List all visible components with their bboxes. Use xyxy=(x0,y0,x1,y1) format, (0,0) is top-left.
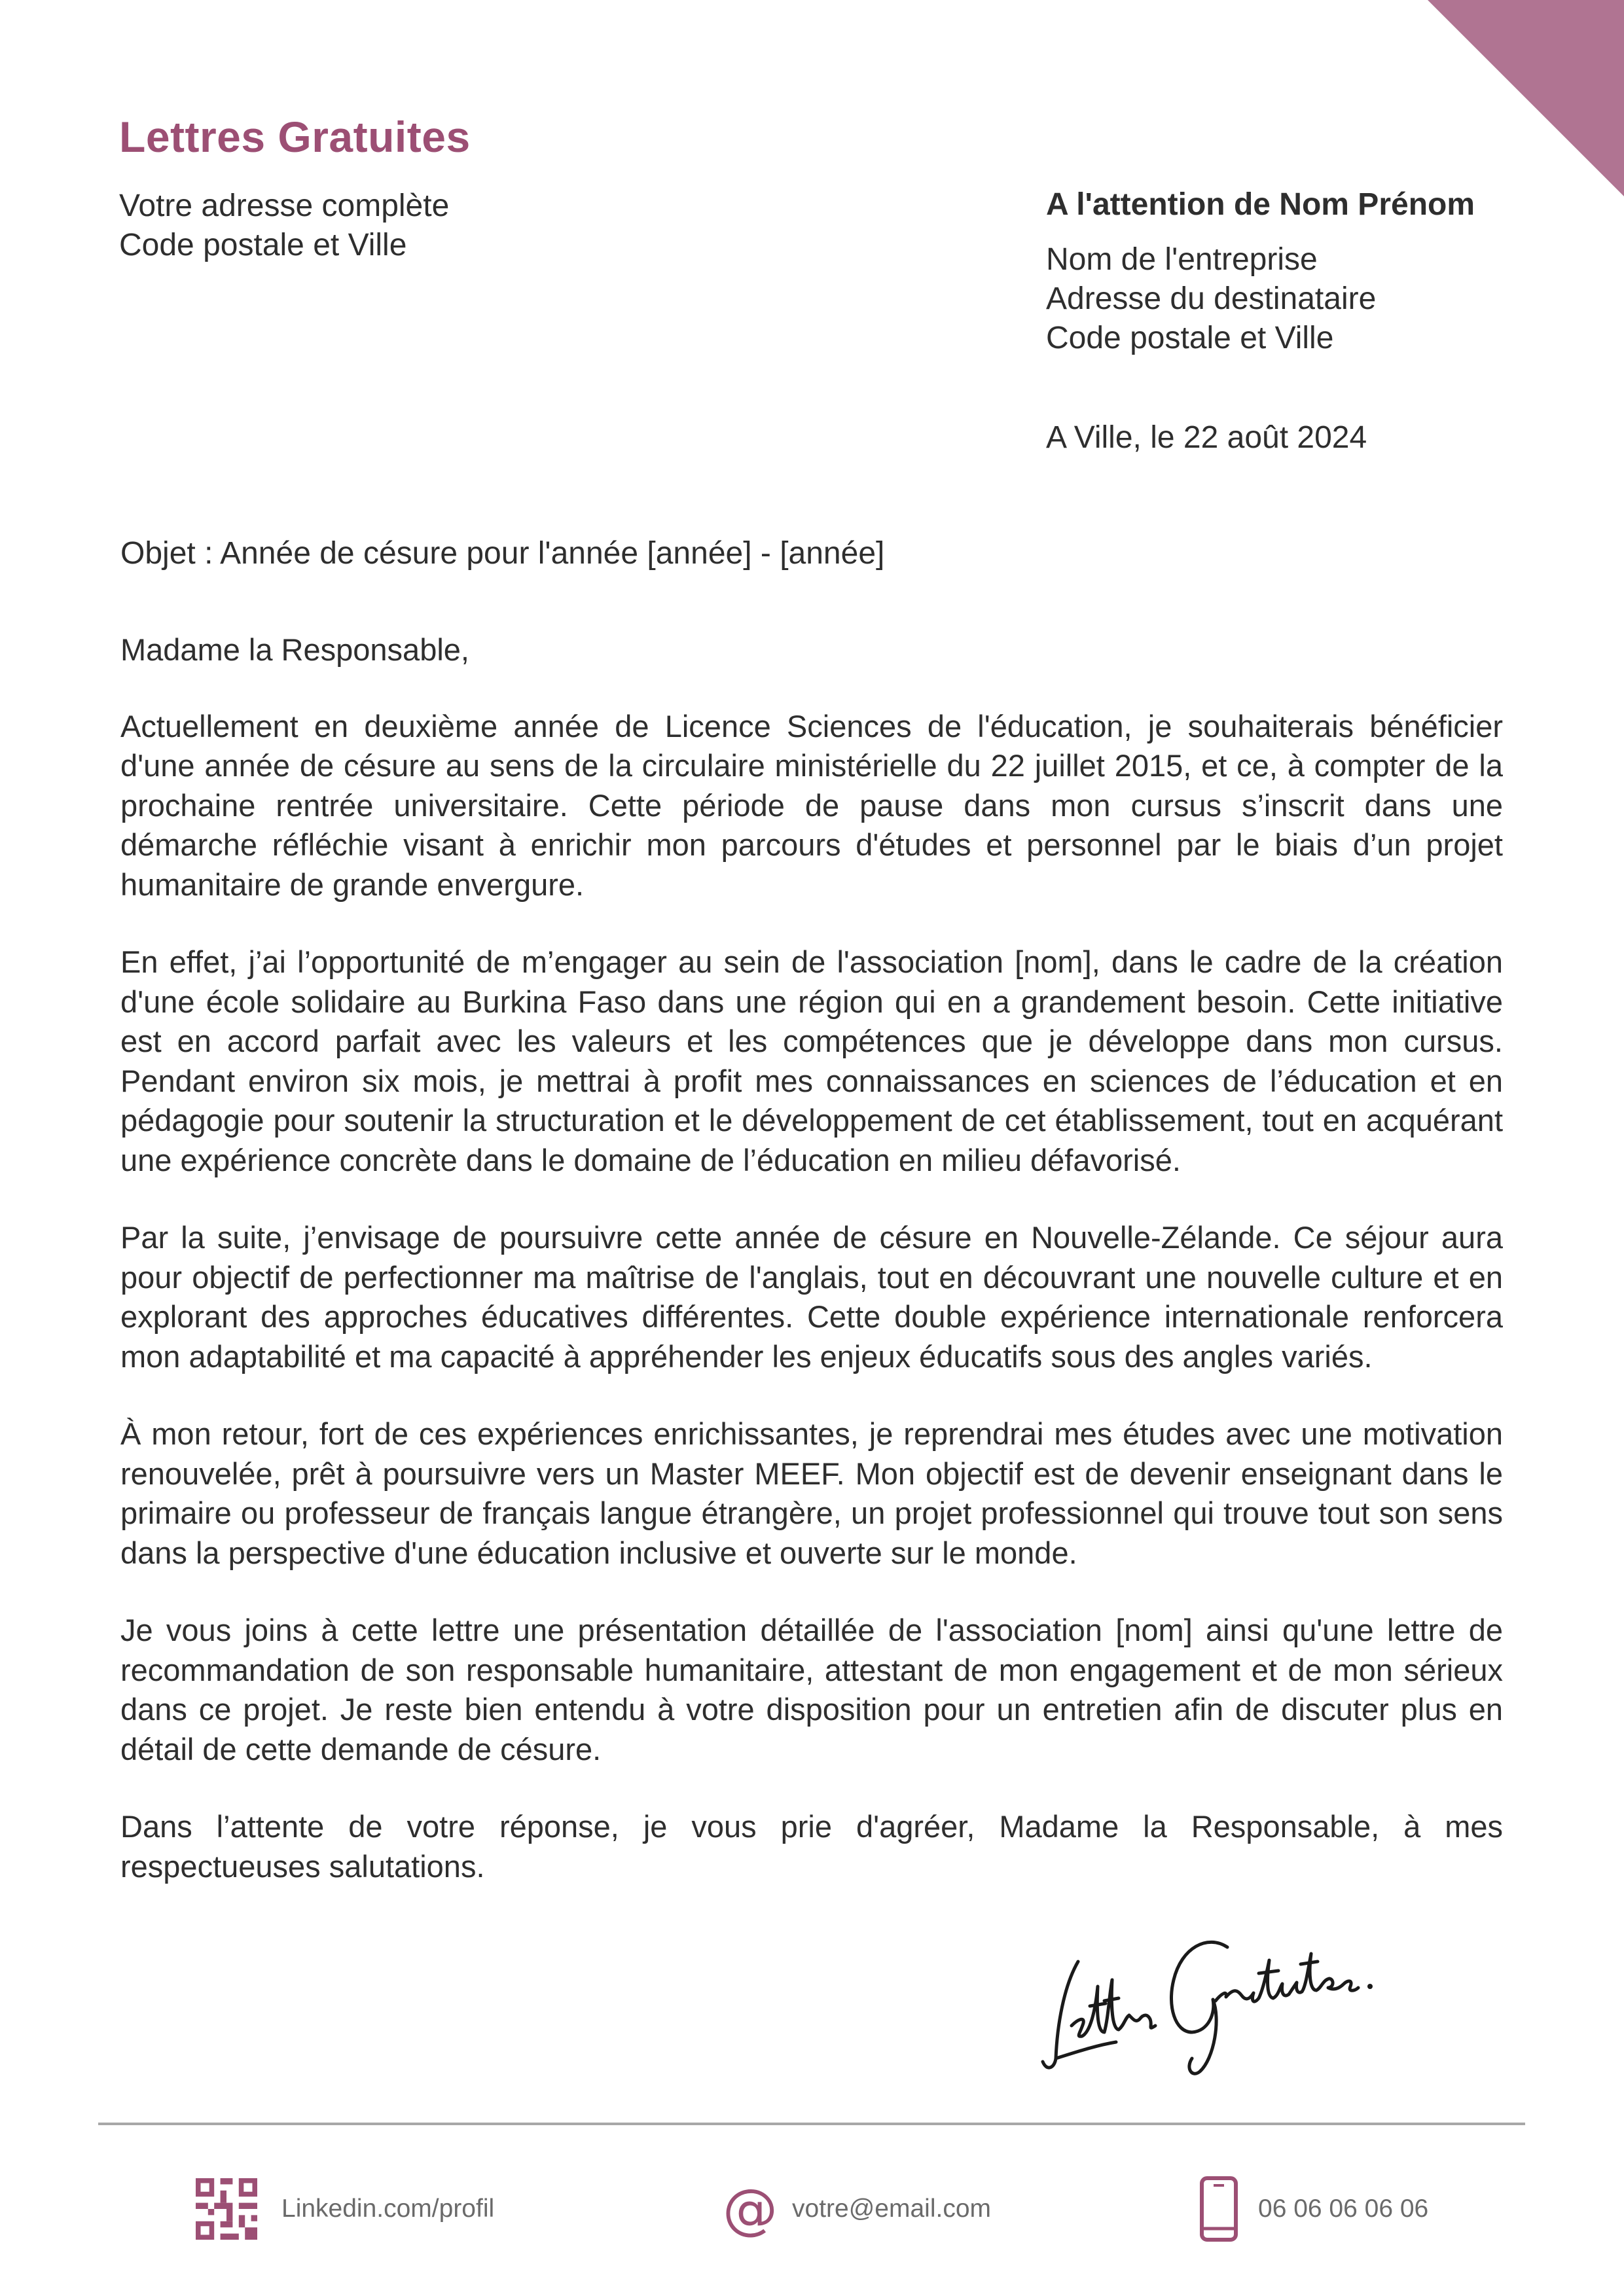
letter-body xyxy=(120,630,1503,1924)
at-sign-icon: @ xyxy=(723,2177,778,2241)
signature-dot xyxy=(1367,1984,1373,1989)
footer-phone[interactable] xyxy=(1186,2173,1428,2245)
recipient-attention: A l'attention de Nom Prénom xyxy=(1046,187,1475,222)
brand-title: Lettres Gratuites xyxy=(119,113,471,161)
closing-paragraph: Dans l’attente de votre réponse, je vous prie d'agréer, Madame la Responsable, à mes respectueuses salutations. xyxy=(120,1809,1503,1884)
email-link[interactable]: votre@email.com xyxy=(792,2195,992,2223)
footer-divider xyxy=(98,2123,1525,2125)
body-paragraph: En effet, j’ai l’opportunité de m’engager au sein de l'association [nom], dans le cadre de la création d'une école solidaire au Burkina Faso dans une région qui en a grandement besoin. Cette initiative est en accord parfait avec les valeurs et les compétences que je développe dans mon cursus. Pendant environ six mois, je mettrai à profit mes connaissances en sciences de l’éducation et en pédagogie pour soutenir la structuration et le développement de cet établissement, tout en acquérant une expérience concrète dans le domaine de l’éducation en milieu défavorisé. xyxy=(120,944,1503,1177)
sender-address xyxy=(119,187,449,265)
recipient-company: Nom de l'entreprise xyxy=(1046,242,1318,277)
letter-date: A Ville, le 22 août 2024 xyxy=(1046,420,1367,455)
body-paragraph: Je vous joins à cette lettre une présentation détaillée de l'association [nom] ainsi qu'une lettre de recommandation de son responsable humanitaire, attestant de mon engagement et de mon sérieux dans ce projet. Je reste bien entendu à votre disposition pour un entretien afin de discuter plus en détail de cette demande de césure. xyxy=(120,1613,1503,1767)
body-paragraph: À mon retour, fort de ces expériences enrichissantes, je reprendrai mes études avec une motivation renouvelée, prêt à poursuivre vers un Master MEEF. Mon objectif est de devenir enseignant dans le primaire ou professeur de français langue étrangère, un projet professionnel qui trouve tout son sens dans la perspective d'une éducation inclusive et ouverte sur le monde. xyxy=(120,1416,1503,1570)
phone-number[interactable]: 06 06 06 06 06 xyxy=(1258,2195,1429,2223)
mobile-phone-icon xyxy=(1186,2176,1252,2242)
letter-subject: Objet : Année de césure pour l'année [année] - [année] xyxy=(120,536,885,571)
handwritten-signature xyxy=(1038,1928,1417,2085)
recipient-city: Code postale et Ville xyxy=(1046,321,1334,355)
salutation: Madame la Responsable, xyxy=(120,632,469,667)
sender-address-line: Votre adresse complète xyxy=(119,188,450,223)
recipient-address: Adresse du destinataire xyxy=(1046,281,1377,316)
body-paragraph: Actuellement en deuxième année de Licence Sciences de l'éducation, je souhaiterais bénéficier d'une année de césure au sens de la circulaire ministérielle du 22 juillet 2015, et ce, à compter de la prochaine rentrée universitaire. Cette période de pause dans mon cursus s’inscrit dans une démarche réfléchie visant à enrichir mon parcours d'études et personnel par le biais d’un projet humanitaire de grande envergure. xyxy=(120,708,1503,902)
footer-email[interactable] xyxy=(717,2173,991,2245)
sender-city-line: Code postale et Ville xyxy=(119,228,407,262)
footer-linkedin[interactable] xyxy=(194,2173,494,2245)
linkedin-link[interactable]: Linkedin.com/profil xyxy=(281,2195,495,2223)
body-paragraph: Par la suite, j’envisage de poursuivre cette année de césure en Nouvelle-Zélande. Ce séjour aura pour objectif de perfectionner ma maîtrise de l'anglais, tout en découvrant une nouvelle culture et en explorant des approches éducatives différentes. Cette double expérience internationale renforcera mon adaptabilité et ma capacité à appréhender les enjeux éducatifs sous des angles variés. xyxy=(120,1220,1503,1374)
corner-triangle-decoration xyxy=(1428,0,1624,196)
qr-code-icon xyxy=(194,2176,259,2242)
recipient-block xyxy=(1046,185,1475,358)
